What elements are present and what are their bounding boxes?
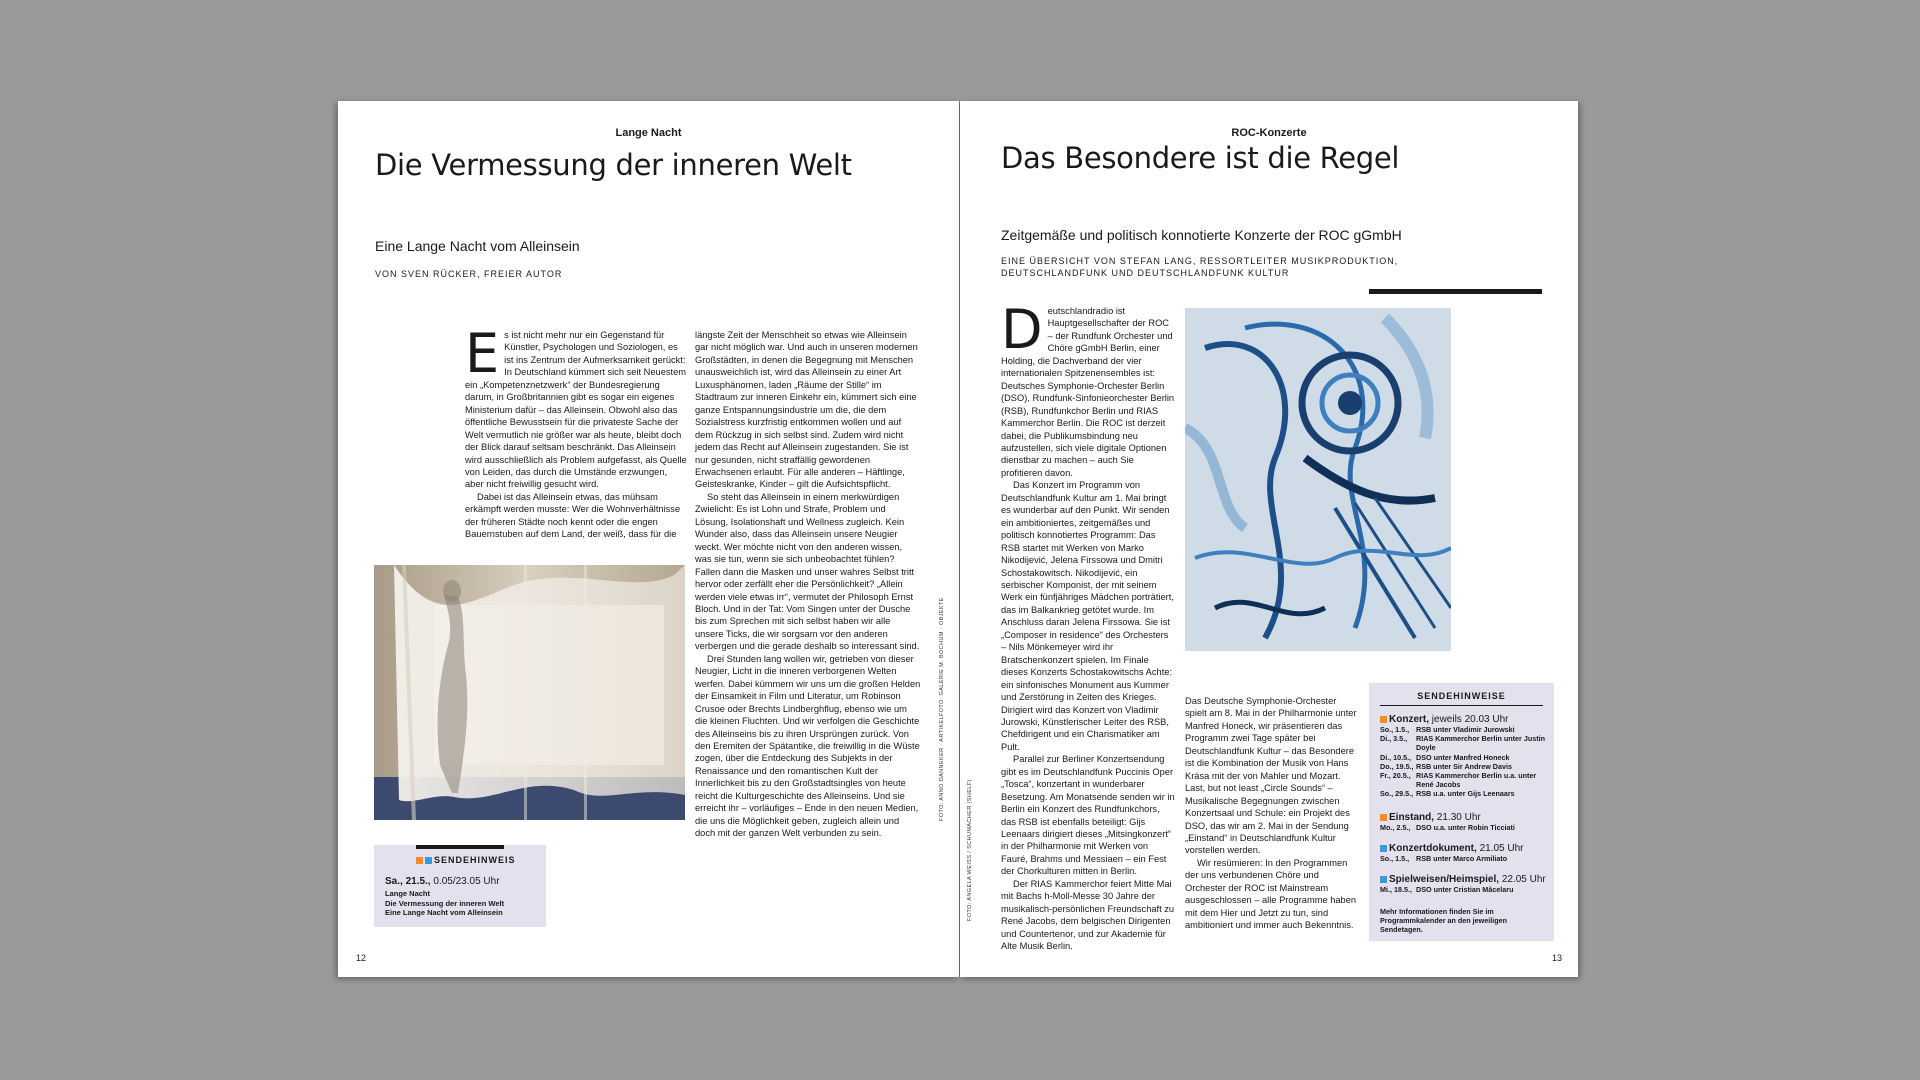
dropcap: E — [465, 322, 500, 385]
abstract-cello-painting — [1185, 308, 1451, 651]
page-number: 12 — [356, 953, 367, 963]
text-column-1: Es ist nicht mehr nur ein Gegenstand für Künstler, Psychologen und Soziologen, es ist ins Zentrum der Aufmerksamkeit gerückt: In Deutschland kümmert sich seit Neuestem ein „Kompetenznetzwerk“ der Bundesregierung darum, in Großbritannien gibt es sogar ein eigenes Ministerium dafür – das Alleinsein. Obwohl also das öffentliche Bewusstsein für die privateste Sache der Welt vermutlich nie größer war als heute, bleibt doch der Blick darauf seltsam beschränkt. Das Alleinsein wird ausschließlich als Problem aufgefasst, als Quelle von Leiden, das durch die Umstände erzwungen, aber nicht freiwillig gesucht wird. Dabei ist das Alleinsein etwas, das mühsam erkämpft werden musste: Wer die Wohnverhältnisse der früheren Städte noch kennt oder die engen Bauernstuben auf dem Land, der weiß, dass für die — [465, 322, 687, 540]
box-heading: SENDEHINWEISE — [1417, 691, 1506, 701]
broadcast-time: Sa., 21.5., 0.05/23.05 Uhr — [385, 876, 500, 887]
broadcast-group: Konzertdokument, 21.05 Uhr So., 1.5., RSB unter Marco Armiliato — [1380, 843, 1524, 863]
box-heading: SENDEHINWEIS — [416, 855, 516, 865]
article-subtitle: Zeitgemäße und politisch konnotierte Konzerte der ROC gGmbH — [1001, 227, 1402, 243]
page-number: 13 — [1551, 953, 1562, 963]
curtain-photo-illustration — [374, 565, 685, 820]
broadcast-group: Einstand, 21.30 Uhr Mo., 2.5., DSO u.a. unter Robin Ticciati — [1380, 812, 1515, 832]
broadcast-notices — [1369, 683, 1554, 941]
radio-icon — [416, 857, 423, 864]
blue-square-icon — [1380, 845, 1387, 852]
dropcap: D — [1001, 298, 1043, 361]
artwork-painting — [1185, 308, 1451, 651]
text-column-2: Das Deutsche Symphonie-Orchester spielt am 8. Mai in der Philharmonie unter Manfred Honeck, wir präsentieren das Programm zwei Tage später bei Deutschlandfunk Kultur – das Besondere ist die Kombination der Musik von Hans Krása mit der von Mahler und Mozart. Last, but not least „Circle Sounds“ – Musikalische Begegnungen zwischen Konzertsaal und Schule: ein Projekt des DSO, das wir am 2. Mai in der Sendung „Einstand“ in Deutschlandfunk Kultur vorstellen werden. Wir resümieren: In den Programmen der uns verbundenen Chöre und Orchester der ROC ist Mainstream ausgeschlossen – alle Programme haben mit dem Hier und Jetzt zu tun, sind ambitioniert und immer auch Bekenntnis. — [1185, 696, 1357, 931]
photo-credit: FOTO: ANNO DANNEKER · ARTIKELFOTO: GALERIE M. BOCHUM · OBJEKTE — [939, 597, 945, 821]
photo-credit: FOTO: ANGELA WEISS / SCHUMACHER (SHELF) — [967, 779, 973, 921]
orange-square-icon — [1380, 716, 1387, 723]
article-subtitle: Eine Lange Nacht vom Alleinsein — [375, 238, 580, 254]
curtain-photo — [374, 565, 685, 820]
section-header: Lange Nacht — [615, 127, 682, 139]
box-divider — [1380, 705, 1543, 706]
byline: VON SVEN RÜCKER, FREIER AUTOR — [375, 269, 563, 279]
box-footer: Mehr Informationen finden Sie im Programmkalender an den jeweiligen Sendetagen. — [1380, 907, 1508, 935]
orange-square-icon — [1380, 814, 1387, 821]
article-title: Das Besondere ist die Regel — [1001, 141, 1400, 175]
broadcast-lines: Lange Nacht Die Vermessung der inneren Welt Eine Lange Nacht vom Alleinsein — [385, 889, 505, 917]
broadcast-notice — [374, 845, 546, 927]
text-column-1: Deutschlandradio ist Hauptgesellschafter der ROC – der Rundfunk Orchester und Chöre gGmbH Berlin, einer Holding, die Dachverband der vier internationalen Spitzenensembles ist: Deutsches Symphonie-Orchester Berlin (DSO), Rundfunk-Sinfonieorchester Berlin (RSB), Rundfunkchor Berlin und RIAS Kammerchor Berlin. Die ROC ist derzeit dabei, die Publikumsbindung neu aufzustellen, sich viele digitale Optionen dienstbar zu machen – auch Sie profitieren davon. Das Konzert im Programm von Deutschlandfunk Kultur am 1. Mai bringt es wunderbar auf den Punkt. Wir senden ein ambitioniertes, zeitgemäßes und politisch konnotiertes Programm: Das RSB startet mit Werken von Marko Nikodijević, Jelena Firssowa und Dmitri Schostakowitsch. Nikodijević, ein serbischer Komponist, der mit seinem Werk ein fünfjähriges Mädchen porträtiert, das im Balkankrieg getötet wurde. Im Anschluss daran Jelena Firssowa. Sie ist „Composer in residence“ des Orchesters – Nils Mönkemeyer wird ihr Bratschenkonzert spielen. Im Finale dieses Konzerts Schostakowitschs Achte: ein sinfonisches Monument aus Kummer und Zerstörung in Zeiten des Krieges. Dirigiert wird das Konzert von Vladimir Jurowski, Künstlerischer Leiter des RSB, Chefdirigent und ein Charismatiker am Pult. Parallel zur Berliner Konzertsendung gibt es im Deutschlandfunk Puccinis Oper „Tosca“, konzertant in wunderbarer Besetzung. Am Monatsende senden wir in Berlin ein Konzert des Rundfunkchors, das RSB ist ebenfalls beteiligt: Gijs Leenaars dirigiert dieses „Mitsingkonzert“ in der Philharmonie mit Werken von Fauré, Brahms und Messiaen – ein Fest der Chorkulturen mitten in Berlin. Der RIAS Kammerchor feiert Mitte Mai mit Bachs h-Moll-Messe 30 Jahre der musikalisch-persönlichen Freundschaft zu René Jacobs, dem belgischen Dirigenten und Countertenor, und zur Akademie für Alte Musik Berlin. — [1001, 298, 1175, 952]
text-column-2: längste Zeit der Menschheit so etwas wie Alleinsein gar nicht möglich war. Und auch in unseren modernen Großstädten, in denen die Begegnung mit Menschen unausweichlich ist, wird das Alleinsein zu einer Art Luxusphänomen, laden „Räume der Stille“ im Stadtraum zur inneren Einkehr ein, kümmert sich eine ganze Entspannungsindustrie um die, die dem Sozialstress kurzfristig entkommen wollen und auf dem Rückzug in sich selbst sind. Zudem wird nicht jedem das Recht auf Alleinsein zugestanden. Sie ist nur gesunden, nicht straffällig gewordenen Erwachsenen erlaubt. Für alle anderen – Häftlinge, Geisteskranke, Kinder – gilt die Aufsichtspflicht. So steht das Alleinsein in einem merkwürdigen Zwielicht: Es ist Lohn und Strafe, Problem und Lösung, Isolationshaft und Wellness zugleich. Kein Wunder also, dass das Alleinsein unsere Neugier weckt. Wer möchte nicht von den anderen wissen, was sie tun, wenn sie sich unbeobachtet fühlen? Fallen dann die Masken und unser wahres Selbst tritt hervor oder zerfällt eher die Persönlichkeit? „Allein werden viele etwas irr“, vermutet der Philosoph Ernst Bloch. Und in der Tat: Vom Singen unter der Dusche bis zum Sprechen mit sich selbst haben wir alle unsere Ticks, die wir sorgsam vor den anderen verbergen und die gerade deshalb so interessant sind. Drei Stunden lang wollen wir, getrieben von dieser Neugier, Licht in die inneren verborgenen Welten werfen. Dabei kümmern wir uns um die großen Helden der Einsamkeit in Film und Literatur, um Robinson Crusoe oder Brechts Lindberghflug, ebenso wie um die kleinen Fluchten. Und wir verfolgen die Geschichte des Alleinseins bis zu ihren Ursprüngen zurück. Von den Eremiten der Spätantike, die freiwillig in die Wüste zogen, über die Entdeckung des Subjekts in der Renaissance und den romantischen Kult der Innerlichkeit bis zu den Großstadtsingles von heute reicht die Kulturgeschichte des Alleinseins. Und sie erreicht ihr – vorläufiges – Ende in den neuen Medien, die uns die Möglichkeit geben, zugleich allein und doch mit der ganzen Welt verbunden zu sein. — [695, 330, 921, 839]
decor-bar — [1369, 289, 1542, 294]
blue-square-icon — [1380, 876, 1387, 883]
broadcast-group: Konzert, jeweils 20.03 Uhr So., 1.5., RSB unter Vladimir Jurowski Di., 3.5., RIAS Kammerchor Berlin unter Justin Doyle Di., 10.5., DSO unter Manfred Honeck Do., 19.5., RSB unter Sir Andrew Davis Fr., 20.5., RIAS Kammerchor Berlin u.a. unter René Jacobs So., 29.5., RSB u.a. unter Gijs Leenaars — [1380, 714, 1546, 799]
box-bar — [416, 845, 504, 849]
right-page — [960, 101, 1578, 977]
article-title: Die Vermessung der inneren Welt — [375, 148, 852, 182]
broadcast-group: Spielweisen/Heimspiel, 22.05 Uhr Mi., 18.5., DSO unter Cristian Măcelaru — [1380, 874, 1546, 894]
section-header: ROC-Konzerte — [1231, 127, 1307, 139]
radio-icon — [425, 857, 432, 864]
left-page — [338, 101, 959, 977]
byline: EINE ÜBERSICHT VON STEFAN LANG, RESSORTLEITER MUSIKPRODUKTION, DEUTSCHLANDFUNK UND DEUTSCHLANDFUNK KULTUR — [1001, 256, 1399, 278]
